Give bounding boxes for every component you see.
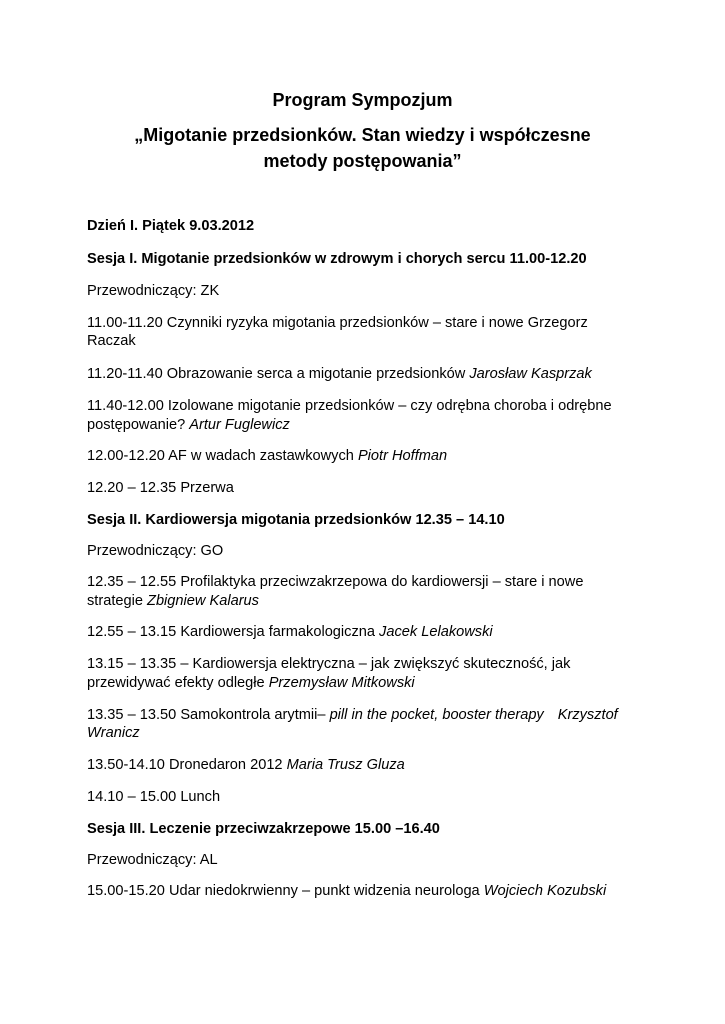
session-chair: Przewodniczący: ZK: [87, 283, 220, 299]
break-item: 12.20 – 12.35 Przerwa: [87, 480, 234, 496]
page-title: Program Sympozjum: [272, 90, 453, 110]
break-item: 14.10 – 15.00 Lunch: [87, 789, 221, 805]
item-time-title-cont: strategie: [87, 593, 148, 609]
program-item-continuation: [87, 673, 647, 694]
program-item: [87, 364, 647, 385]
item-time-title-cont: Raczak: [87, 333, 136, 349]
item-speaker: Artur Fuglewicz: [189, 417, 290, 433]
item-time-title: 12.00-12.20 AF w wadach zastawkowych: [87, 448, 358, 464]
session-heading: Sesja I. Migotanie przedsionków w zdrowym i chorych sercu 11.00-12.20: [87, 251, 587, 267]
item-speaker: Wojciech Kozubski: [483, 883, 607, 899]
session-heading: Sesja II. Kardiowersja migotania przedsionków 12.35 – 14.10: [87, 512, 505, 528]
program-item: [87, 755, 647, 776]
session-heading: Sesja III. Leczenie przeciwzakrzepowe 15.00 –16.40: [87, 821, 440, 837]
item-speaker-cont: Wranicz: [87, 725, 140, 741]
item-speaker: Piotr Hoffman: [357, 448, 448, 464]
item-time-title: 11.20-11.40 Obrazowanie serca a migotanie przedsionków: [87, 366, 470, 382]
item-time-title: 13.50-14.10 Dronedaron 2012: [87, 757, 287, 773]
session-chair: Przewodniczący: GO: [87, 543, 224, 559]
day-heading: Dzień I. Piątek 9.03.2012: [87, 218, 255, 234]
program-item: [87, 622, 647, 643]
item-speaker: Zbigniew Kalarus: [147, 593, 259, 609]
program-item-continuation: [87, 415, 647, 436]
item-time-title: 12.35 – 12.55 Profilaktyka przeciwzakrzepowa do kardiowersji – stare i nowe: [87, 574, 584, 590]
program-item-continuation: [87, 591, 647, 612]
item-time-title: 11.40-12.00 Izolowane migotanie przedsionków – czy odrębna choroba i odrębne: [87, 398, 612, 414]
program-item: [87, 881, 647, 902]
symposium-subtitle-line1: „Migotanie przedsionków. Stan wiedzy i współczesne: [134, 125, 591, 145]
session-chair: Przewodniczący: AL: [87, 852, 218, 868]
item-time-title: 12.55 – 13.15 Kardiowersja farmakologiczna: [87, 624, 380, 640]
item-speaker: Jarosław Kasprzak: [469, 366, 592, 382]
item-speaker: Przemysław Mitkowski: [268, 675, 415, 691]
item-time-title-cont: przewidywać efekty odległe: [87, 675, 269, 691]
program-item: [87, 446, 647, 467]
item-title-italic: pill in the pocket, booster therapy: [329, 707, 544, 723]
program-item: [87, 396, 647, 417]
item-time-title: 13.15 – 13.35 – Kardiowersja elektryczna – jak zwiększyć skuteczność, jak: [87, 656, 571, 672]
item-speaker: Jacek Lelakowski: [379, 624, 493, 640]
item-speaker: Maria Trusz Gluza: [286, 757, 405, 773]
item-time-title: 11.00-11.20 Czynniki ryzyka migotania przedsionków – stare i nowe Grzegorz: [87, 315, 588, 331]
program-item-continuation: [87, 723, 647, 744]
item-speaker: Krzysztof: [557, 707, 618, 723]
item-time-title: 13.35 – 13.50 Samokontrola arytmii–: [87, 707, 330, 723]
program-item: [87, 654, 647, 675]
program-item: [87, 572, 647, 593]
symposium-subtitle-line2: metody postępowania”: [263, 151, 462, 171]
item-time-title: 15.00-15.20 Udar niedokrwienny – punkt widzenia neurologa: [87, 883, 484, 899]
item-time-title-cont: postępowanie?: [87, 417, 190, 433]
program-item-continuation: [87, 331, 647, 352]
